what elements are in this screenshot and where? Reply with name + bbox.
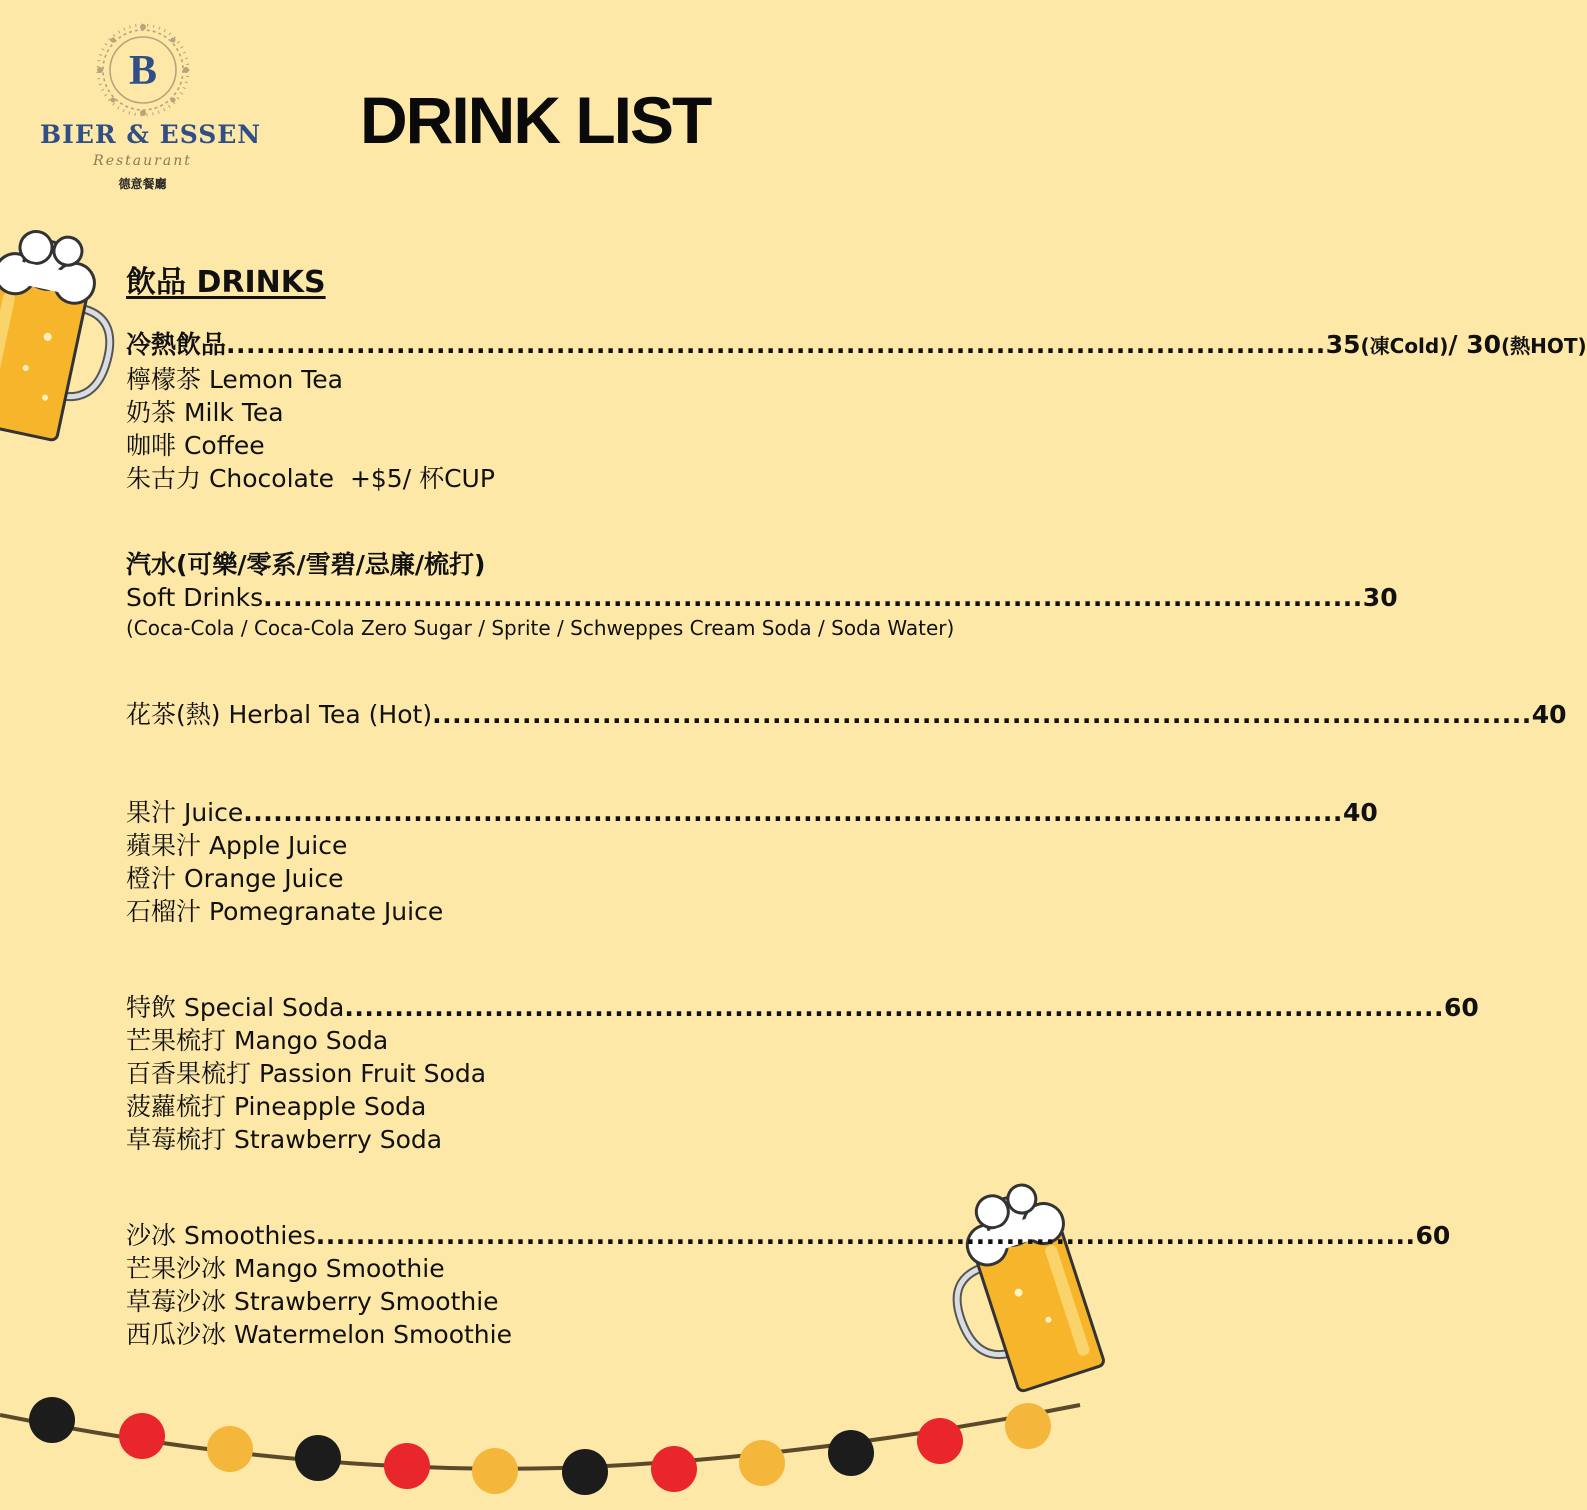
menu-price: 60 — [1444, 993, 1479, 1022]
menu-item: 檸檬茶 Lemon Tea — [126, 365, 343, 394]
menu-group-name: 沙冰 Smoothies — [126, 1221, 316, 1250]
garland-ball — [739, 1440, 785, 1486]
garland-ball — [295, 1435, 341, 1481]
menu-group-smoothies — [126, 1219, 1451, 1351]
menu-group-name: Soft Drinks — [126, 583, 264, 612]
page-title: DRINK LIST — [360, 83, 711, 157]
menu-item: 草莓沙冰 Strawberry Smoothie — [126, 1287, 499, 1316]
garland-ball — [651, 1446, 697, 1492]
menu-group-name: 花茶(熱) Herbal Tea (Hot) — [126, 700, 433, 729]
brand-chinese-name: 德意餐廳 — [118, 177, 167, 191]
menu-price: 60 — [1415, 1221, 1451, 1250]
menu-item: 橙汁 Orange Juice — [126, 864, 344, 893]
menu-group-hot-cold — [126, 328, 1587, 495]
logo-monogram: B — [128, 48, 157, 94]
beer-mug-icon — [0, 205, 115, 445]
dot-leader: .............................................................................................................. — [432, 700, 1532, 729]
dot-leader: .............................................................................................................. — [263, 583, 1363, 612]
dot-leader: .............................................................................................................. — [243, 798, 1343, 827]
menu-group-header — [126, 991, 1479, 1024]
menu-item: 草莓梳打 Strawberry Soda — [126, 1125, 443, 1154]
beer-mug-icon — [945, 1160, 1085, 1390]
menu-item: 石榴汁 Pomegranate Juice — [126, 897, 444, 926]
restaurant-logo — [40, 22, 262, 192]
menu-group-header — [126, 328, 1587, 363]
menu-group-header — [126, 1219, 1451, 1252]
menu-group-header — [126, 796, 1378, 829]
menu-group-name: 冷熱飲品 — [126, 330, 227, 359]
section-heading: 飲品 DRINKS — [126, 265, 326, 300]
garland-ball — [1005, 1403, 1051, 1449]
brand-script: Restaurant — [93, 153, 192, 169]
dot-leader: .............................................................................................................. — [226, 330, 1326, 359]
dot-leader: .............................................................................................................. — [344, 993, 1445, 1022]
garland-ball — [29, 1397, 75, 1443]
menu-item: 芒果沙冰 Mango Smoothie — [126, 1254, 445, 1283]
menu-price: 40 — [1531, 700, 1567, 729]
garland-ball — [562, 1449, 608, 1495]
garland-ball — [384, 1443, 430, 1489]
menu-group-name: 果汁 Juice — [126, 798, 244, 827]
menu-group-name: 特飲 Special Soda — [126, 993, 345, 1022]
menu-item: 朱古力 Chocolate +$5/ 杯CUP — [126, 464, 495, 493]
garland-ball — [828, 1430, 874, 1476]
garland-ball — [472, 1448, 518, 1494]
brand-name: BIER & ESSEN — [40, 120, 262, 149]
chocolate-surcharge: +$5/ 杯CUP — [349, 464, 495, 493]
garland-ball — [917, 1418, 963, 1464]
menu-group-header — [126, 581, 1398, 614]
menu-group-special-soda — [126, 991, 1479, 1156]
dot-leader: .............................................................................................................. — [315, 1221, 1416, 1250]
menu-price: 30 — [1362, 583, 1398, 612]
menu-group-name-chinese: 汽水(可樂/零系/雪碧/忌廉/梳打) — [126, 550, 486, 579]
menu-item: 咖啡 Coffee — [126, 431, 265, 460]
menu-item: 蘋果汁 Apple Juice — [126, 831, 348, 860]
menu-item: 菠蘿梳打 Pineapple Soda — [126, 1092, 427, 1121]
menu-item: 西瓜沙冰 Watermelon Smoothie — [126, 1320, 512, 1349]
menu-price: 35(凍Cold)/ 30(熱HOT) — [1325, 330, 1587, 359]
menu-group-header — [126, 698, 1567, 731]
menu-price: 40 — [1342, 798, 1378, 827]
garland-ball — [207, 1426, 253, 1472]
menu-group-note: (Coca-Cola / Coca-Cola Zero Sugar / Sprite / Schweppes Cream Soda / Soda Water) — [126, 616, 955, 640]
menu-group-juice — [126, 796, 1378, 928]
menu-item: 芒果梳打 Mango Soda — [126, 1026, 389, 1055]
menu-group-soft-drinks — [126, 548, 1398, 642]
monogram-emblem-icon — [95, 22, 191, 118]
garland-ball — [119, 1413, 165, 1459]
bunting-garland — [0, 1380, 1080, 1510]
menu-group-herbal-tea — [126, 698, 1567, 731]
menu-item: 百香果梳打 Passion Fruit Soda — [126, 1059, 487, 1088]
menu-item: 奶茶 Milk Tea — [126, 398, 284, 427]
